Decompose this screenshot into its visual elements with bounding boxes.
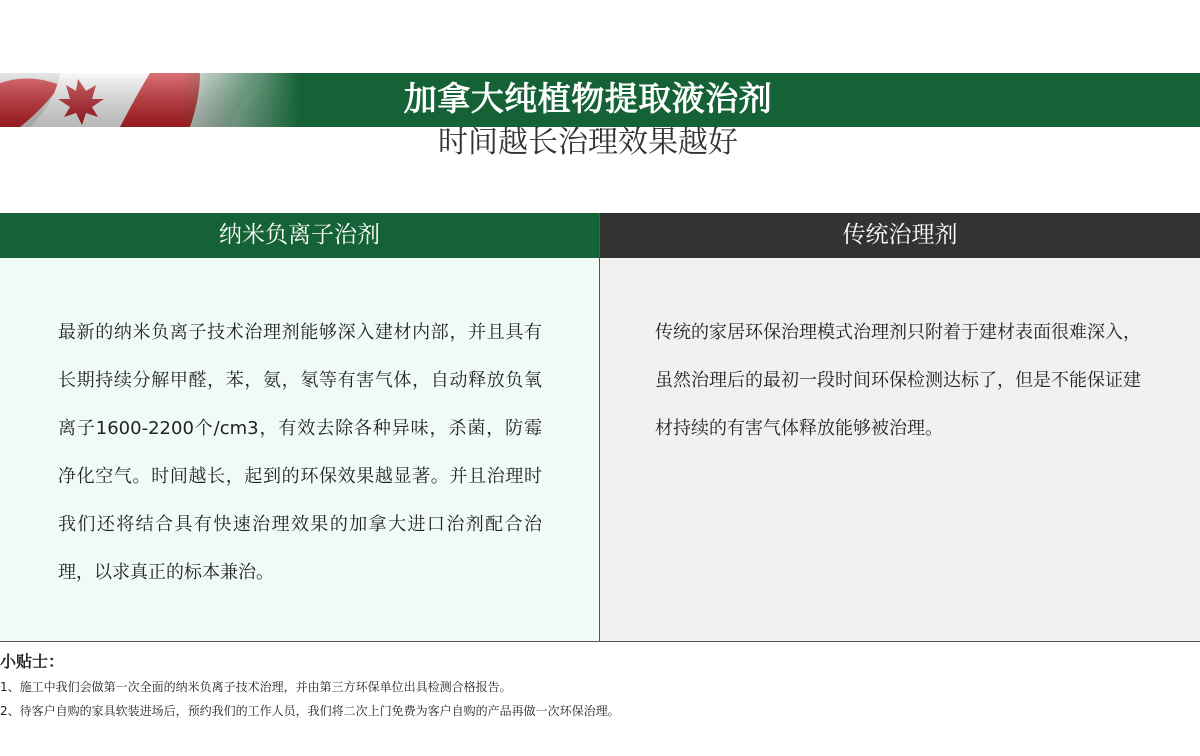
nano-column-heading: 纳米负离子治剂 xyxy=(0,213,599,258)
tips-section xyxy=(0,649,1200,723)
comparison-table xyxy=(0,213,1200,642)
tip-item-1: 1、施工中我们会做第一次全面的纳米负离子技术治理，并由第三方环保单位出具检测合格报告。 xyxy=(0,680,512,694)
subtitle: 时间越长治理效果越好 xyxy=(438,125,738,160)
banner-title: 加拿大纯植物提取液治剂 xyxy=(403,79,773,118)
title-banner xyxy=(0,73,1200,127)
nano-column-body: 最新的纳米负离子技术治理剂能够深入建材内部，并且具有长期持续分解甲醛，苯，氨，氡等有害气体，自动释放负氧离子1600-2200个/cm3，有效去除各种异味，杀菌，防霉净化空气。时间越长，起到的环保效果越显著。并且治理时我们还将结合具有快速治理效果的加拿大进口治剂配合治理，以求真正的标本兼治。 xyxy=(58,322,542,583)
traditional-column xyxy=(600,213,1200,641)
nano-column xyxy=(0,213,600,641)
traditional-column-heading: 传统治理剂 xyxy=(600,213,1200,258)
traditional-column-body: 传统的家居环保治理模式治理剂只附着于建材表面很难深入，虽然治理后的最初一段时间环保检测达标了，但是不能保证建材持续的有害气体释放能够被治理。 xyxy=(655,322,1141,439)
tip-item-2: 2、待客户自购的家具软装进场后，预约我们的工作人员，我们将二次上门免费为客户自购的产品再做一次环保治理。 xyxy=(0,704,620,718)
tips-title: 小贴士： xyxy=(0,652,65,671)
